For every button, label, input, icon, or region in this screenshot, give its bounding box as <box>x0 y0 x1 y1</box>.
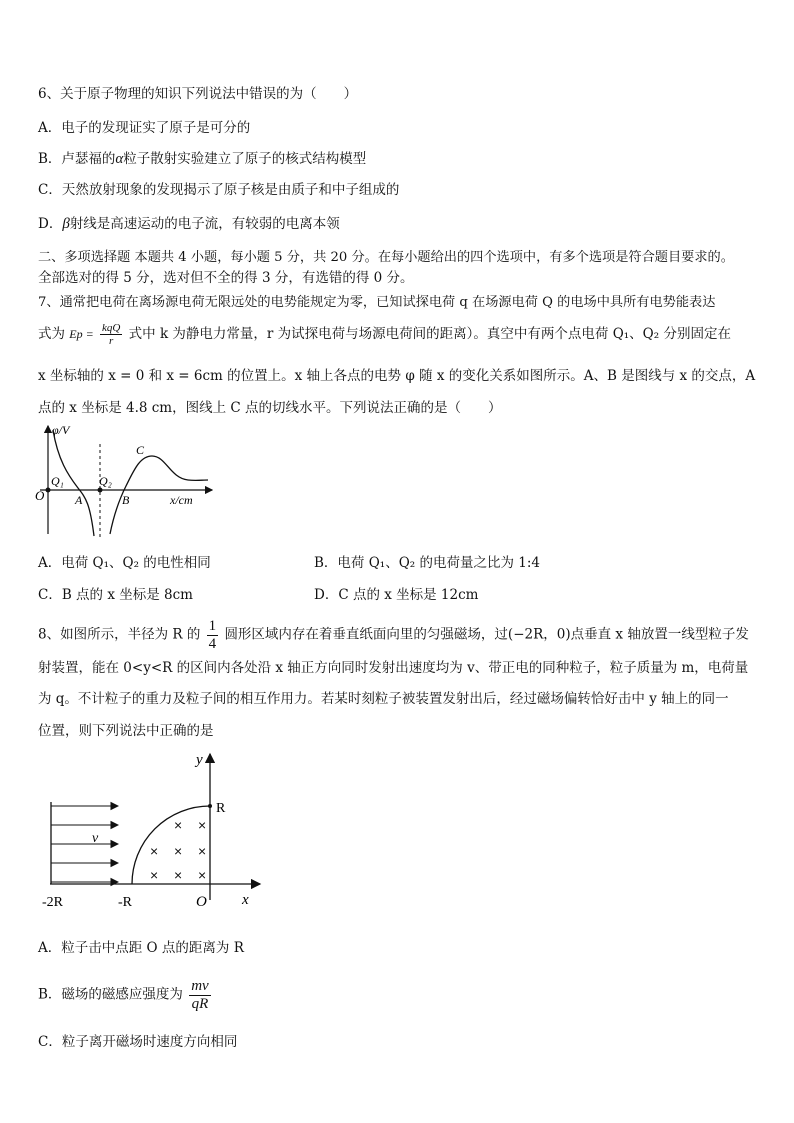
q7-option-c: C．B 点的 x 坐标是 8cm <box>38 587 193 603</box>
point-b-label: B <box>122 493 130 507</box>
q7-line4: 点的 x 坐标是 4.8 cm，图线上 C 点的切线水平。下列说法正确的是（ ） <box>38 400 502 416</box>
q6-option-d <box>38 212 340 233</box>
ep-denominator: r <box>109 335 114 348</box>
quarter-fraction <box>207 618 219 652</box>
quarter-denominator: 4 <box>208 635 217 652</box>
q7-line2-pre: 式为 <box>38 326 65 343</box>
q6-option-c: C．天然放射现象的发现揭示了原子核是由质子和中子组成的 <box>38 182 400 198</box>
ep-symbol: Ep = <box>69 327 94 342</box>
q8-line1-post: 圆形区域内存在着垂直纸面向里的匀强磁场，过(−2R，0)点垂直 x 轴放置一线型粒子发 <box>224 626 749 643</box>
q8-y-label: y <box>196 752 203 768</box>
q7-option-b: B．电荷 Q₁、Q₂ 的电荷量之比为 1:4 <box>314 555 540 571</box>
neg-r-label: -R <box>118 895 132 908</box>
b-field-fraction <box>189 978 211 1012</box>
field-cross: × <box>174 817 183 833</box>
q7-line2 <box>38 322 731 347</box>
ep-fraction <box>100 322 122 347</box>
q8-option-b <box>38 978 213 1012</box>
q8-option-a: A．粒子击中点距 O 点的距离为 R <box>38 940 244 956</box>
q1-label: Q₁ <box>51 474 64 488</box>
alpha-symbol: α <box>115 151 124 167</box>
q8-option-c: C．粒子离开磁场时速度方向相同 <box>38 1034 238 1050</box>
q8-line1-pre: 8、如图所示，半径为 R 的 <box>38 626 201 643</box>
radius-label: R <box>216 801 226 816</box>
q6-option-d-post: 射线是高速运动的电子流，有较弱的电离本领 <box>69 216 340 232</box>
r-point <box>208 804 212 808</box>
q6-option-b-pre: B．卢瑟福的 <box>38 151 116 167</box>
q8-line1 <box>38 618 749 652</box>
q7-line1: 7、通常把电荷在离场源电荷无限远处的电势能规定为零，已知试探电荷 q 在场源电荷 Q 的电场中具所有电势能表达 <box>38 295 716 310</box>
q1-point <box>46 488 51 493</box>
q8-line4: 位置，则下列说法中正确的是 <box>38 723 214 739</box>
q7-xlabel: x/cm <box>170 493 193 507</box>
point-a-label: A <box>75 493 83 507</box>
point-c-label: C <box>136 443 145 457</box>
neg-2r-label: -2R <box>42 895 63 908</box>
q8-line2: 射装置，能在 0<y<R 的区间内各处沿 x 轴正方向同时发射出速度均为 v、带正电的同种粒子，粒子质量为 m，电荷量 <box>38 660 749 676</box>
q6-stem: 6、关于原子物理的知识下列说法中错误的为（ ） <box>38 86 358 102</box>
q6-option-a: A．电子的发现证实了原子是可分的 <box>38 120 251 136</box>
q2-label: Q₂ <box>99 474 112 488</box>
velocity-label: v <box>92 831 99 846</box>
q7-origin-label: O <box>35 488 45 503</box>
field-cross: × <box>174 867 183 883</box>
ep-numerator: kqQ <box>102 322 121 334</box>
quarter-numerator: 1 <box>208 618 217 634</box>
b-field-denominator: qR <box>191 995 209 1012</box>
q7-option-d: D．C 点的 x 坐标是 12cm <box>314 587 479 603</box>
section2-heading-line2: 全部选对的得 5 分，选对但不全的得 3 分，有选错的得 0 分。 <box>38 270 414 286</box>
q7-potential-graph <box>30 420 220 540</box>
b-field-numerator: mv <box>191 978 209 994</box>
section2-heading-line1: 二、多项选择题 本题共 4 小题，每小题 5 分，共 20 分。在每小题给出的四个选项中，有多个选项是符合题目要求的。 <box>38 250 734 265</box>
q8-x-label: x <box>242 892 249 908</box>
q8-option-b-pre: B．磁场的磁感应强度为 <box>38 986 183 1003</box>
field-cross: × <box>198 867 207 883</box>
q6-option-d-pre: D． <box>38 216 63 232</box>
field-cross: × <box>198 843 207 859</box>
q8-magnetic-field-diagram <box>36 748 266 908</box>
field-cross: × <box>150 843 159 859</box>
field-cross: × <box>174 843 183 859</box>
q6-option-b <box>38 147 366 168</box>
q8-line3: 为 q。不计粒子的重力及粒子间的相互作用力。若某时刻粒子被装置发射出后，经过磁场偏转恰好击中 y 轴上的同一 <box>38 691 729 707</box>
field-cross: × <box>198 817 207 833</box>
q6-option-b-post: 粒子散射实验建立了原子的核式结构模型 <box>123 151 367 167</box>
field-cross: × <box>150 867 159 883</box>
q7-line2-post: 式中 k 为静电力常量，r 为试探电荷与场源电荷间的距离）。真空中有两个点电荷 Q₁、Q₂ 分别固定在 <box>128 326 731 343</box>
q2-point <box>98 488 103 493</box>
q7-line3: x 坐标轴的 x = 0 和 x = 6cm 的位置上。x 轴上各点的电势 φ 随 x 的变化关系如图所示。A、B 是图线与 x 的交点，A <box>38 368 756 384</box>
q8-origin-label: O <box>196 894 207 908</box>
beta-symbol: β <box>62 216 70 232</box>
q7-ylabel: φ/V <box>52 423 70 437</box>
q7-option-a: A．电荷 Q₁、Q₂ 的电性相同 <box>38 555 211 571</box>
